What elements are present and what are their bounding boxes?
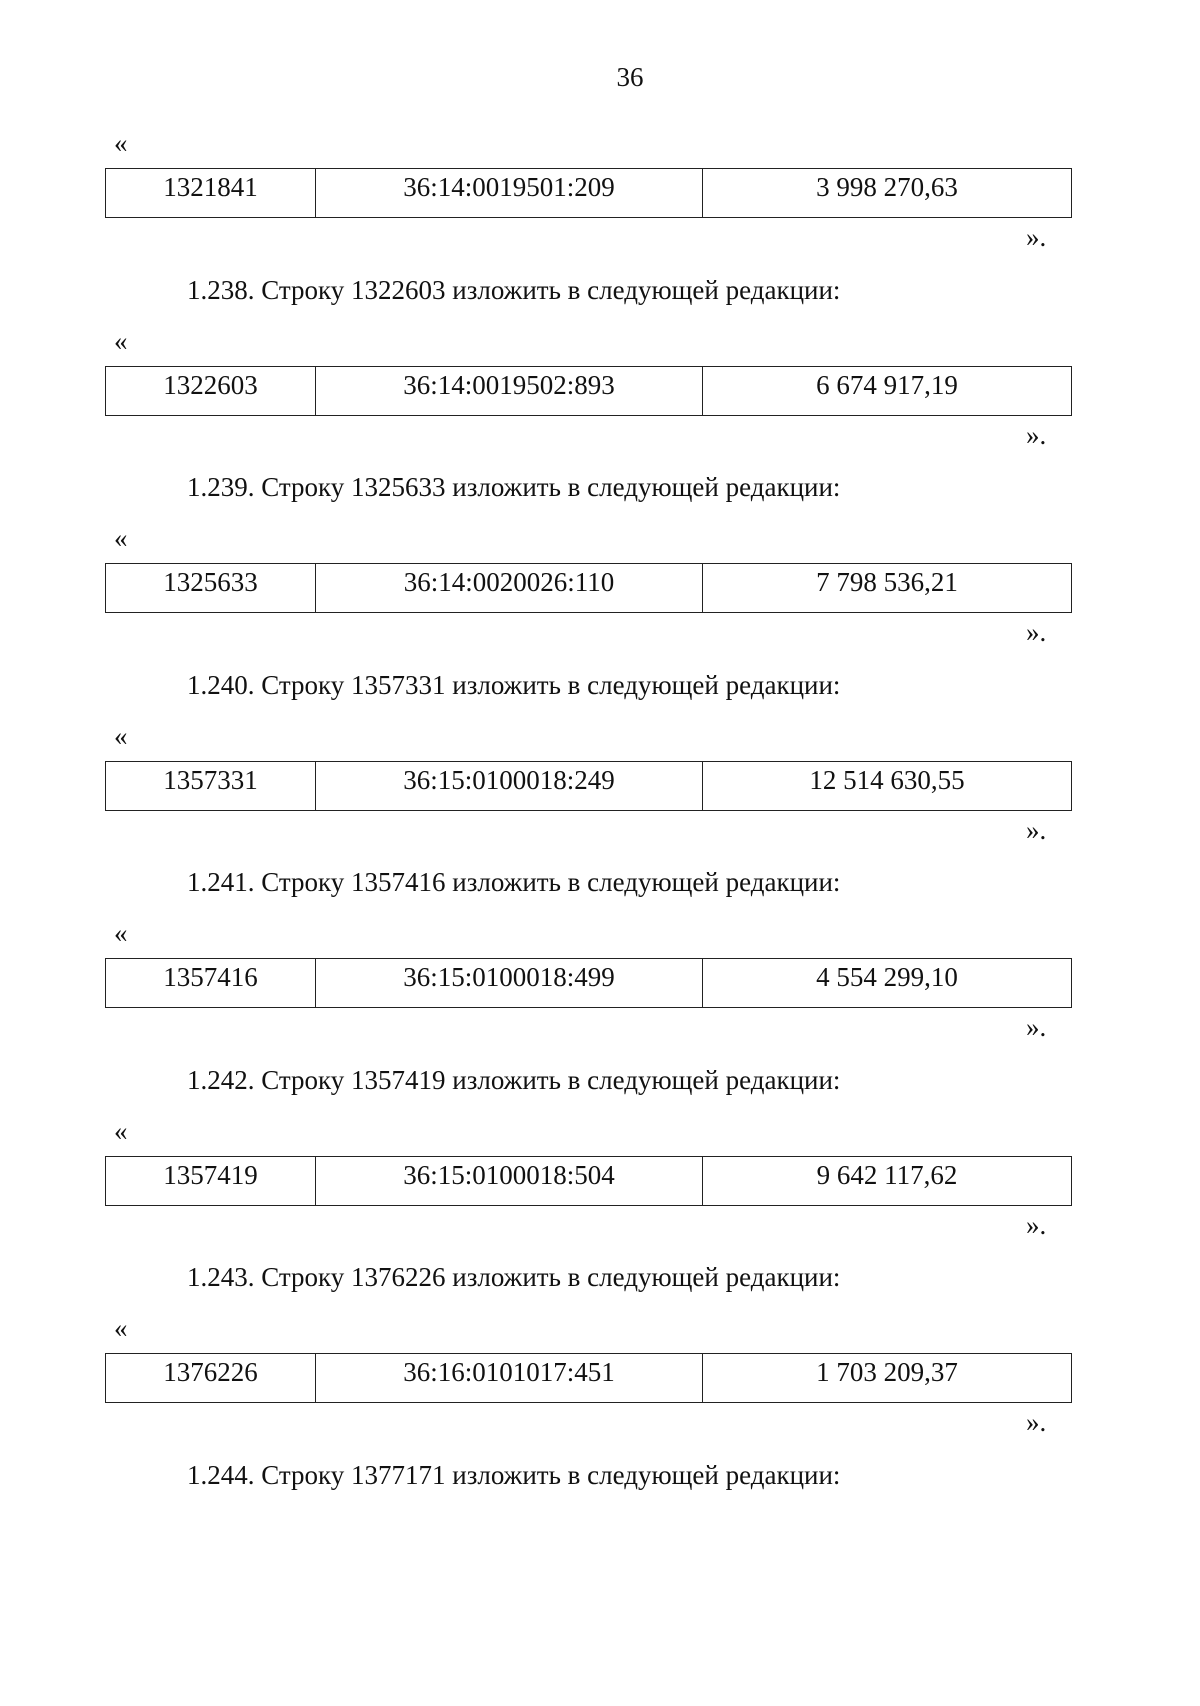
row-id-cell: 1376226 bbox=[106, 1354, 316, 1403]
close-quote: ». bbox=[1026, 1407, 1047, 1437]
row-id-cell: 1357416 bbox=[106, 959, 316, 1008]
cadastral-value-cell: 12 514 630,55 bbox=[703, 762, 1072, 811]
open-quote: « bbox=[114, 523, 128, 553]
row-id-cell: 1322603 bbox=[106, 367, 316, 416]
row-id-cell: 1357419 bbox=[106, 1157, 316, 1206]
table-row bbox=[106, 564, 1072, 613]
cadastral-number-cell: 36:15:0100018:504 bbox=[316, 1157, 703, 1206]
cadastral-value-cell: 4 554 299,10 bbox=[703, 959, 1072, 1008]
close-quote: ». bbox=[1026, 1210, 1047, 1240]
cadastral-number-cell: 36:15:0100018:249 bbox=[316, 762, 703, 811]
table-row bbox=[106, 1354, 1072, 1403]
table-row bbox=[106, 367, 1072, 416]
close-quote: ». bbox=[1026, 222, 1047, 252]
replacement-row-table bbox=[105, 168, 1072, 218]
cadastral-number-cell: 36:14:0019501:209 bbox=[316, 169, 703, 218]
cadastral-value-cell: 1 703 209,37 bbox=[703, 1354, 1072, 1403]
instruction-text: 1.240. Строку 1357331 изложить в следующей редакции: bbox=[187, 670, 841, 700]
cadastral-number-cell: 36:14:0019502:893 bbox=[316, 367, 703, 416]
table-row bbox=[106, 762, 1072, 811]
replacement-row-table bbox=[105, 958, 1072, 1008]
open-quote: « bbox=[114, 918, 128, 948]
cadastral-number-cell: 36:15:0100018:499 bbox=[316, 959, 703, 1008]
open-quote: « bbox=[114, 326, 128, 356]
page-number: 36 bbox=[616, 62, 644, 92]
table-row bbox=[106, 959, 1072, 1008]
replacement-row-table bbox=[105, 761, 1072, 811]
row-id-cell: 1357331 bbox=[106, 762, 316, 811]
cadastral-number-cell: 36:14:0020026:110 bbox=[316, 564, 703, 613]
close-quote: ». bbox=[1026, 815, 1047, 845]
cadastral-value-cell: 3 998 270,63 bbox=[703, 169, 1072, 218]
open-quote: « bbox=[114, 1116, 128, 1146]
replacement-row-table bbox=[105, 366, 1072, 416]
close-quote: ». bbox=[1026, 617, 1047, 647]
replacement-row-table bbox=[105, 1353, 1072, 1403]
instruction-text: 1.239. Строку 1325633 изложить в следующей редакции: bbox=[187, 472, 841, 502]
cadastral-value-cell: 6 674 917,19 bbox=[703, 367, 1072, 416]
open-quote: « bbox=[114, 721, 128, 751]
close-quote: ». bbox=[1026, 420, 1047, 450]
cadastral-value-cell: 9 642 117,62 bbox=[703, 1157, 1072, 1206]
open-quote: « bbox=[114, 128, 128, 158]
instruction-text: 1.242. Строку 1357419 изложить в следующей редакции: bbox=[187, 1065, 841, 1095]
replacement-row-table bbox=[105, 1156, 1072, 1206]
instruction-text: 1.243. Строку 1376226 изложить в следующей редакции: bbox=[187, 1262, 841, 1292]
cadastral-number-cell: 36:16:0101017:451 bbox=[316, 1354, 703, 1403]
close-quote: ». bbox=[1026, 1012, 1047, 1042]
cadastral-value-cell: 7 798 536,21 bbox=[703, 564, 1072, 613]
instruction-text: 1.238. Строку 1322603 изложить в следующей редакции: bbox=[187, 275, 841, 305]
row-id-cell: 1321841 bbox=[106, 169, 316, 218]
table-row bbox=[106, 1157, 1072, 1206]
instruction-text: 1.244. Строку 1377171 изложить в следующей редакции: bbox=[187, 1460, 841, 1490]
open-quote: « bbox=[114, 1313, 128, 1343]
instruction-text: 1.241. Строку 1357416 изложить в следующей редакции: bbox=[187, 867, 841, 897]
row-id-cell: 1325633 bbox=[106, 564, 316, 613]
replacement-row-table bbox=[105, 563, 1072, 613]
table-row bbox=[106, 169, 1072, 218]
